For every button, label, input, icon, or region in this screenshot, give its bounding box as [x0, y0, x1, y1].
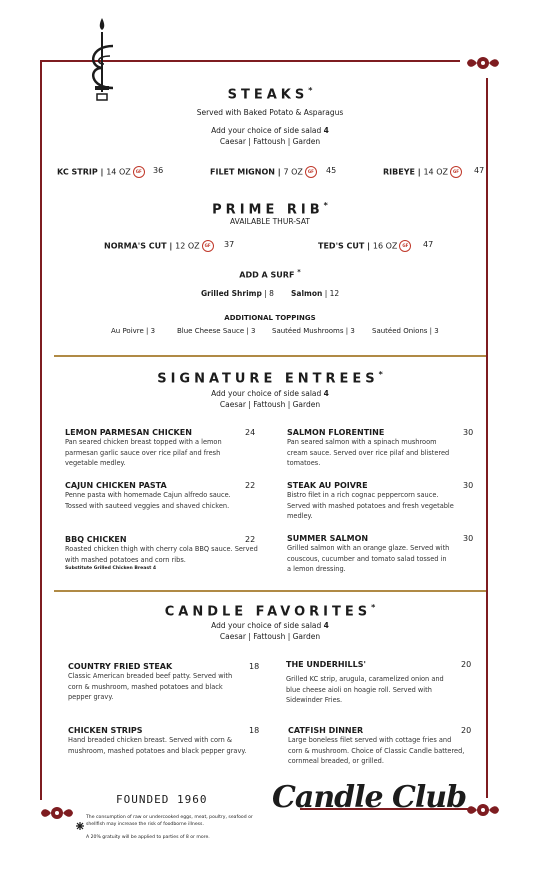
- entree-cajun-pasta: CAJUN CHICKEN PASTA Penne pasta with homemade Cajun alfredo sauce. Tossed with sauteed veggies and shaved chicken.: [65, 481, 231, 510]
- founded-text: FOUNDED 1960: [116, 793, 208, 806]
- bbq-substitute-note: Substitute Grilled Chicken Breast 4: [65, 566, 157, 571]
- prime-rib-teds-cut: TED'S CUT | 16 OZ GF: [318, 240, 411, 252]
- divider-signature: [54, 355, 486, 357]
- favorite-chicken-strips: CHICKEN STRIPS Hand breaded chicken breast. Served with corn & mushroom, mashed potatoes and black pepper gravy.: [68, 726, 247, 755]
- add-a-surf-title: ADD A SURF *: [239, 268, 301, 280]
- frame-right-line: [486, 78, 488, 798]
- topping-mushrooms: Sautéed Mushrooms | 3: [272, 327, 355, 335]
- entree-salmon-florentine-price: 30: [463, 428, 474, 437]
- topping-au-poivre: Au Poivre | 3: [111, 327, 156, 335]
- asterisk-icon: [76, 815, 84, 834]
- topping-blue-cheese: Blue Cheese Sauce | 3: [177, 327, 256, 335]
- entree-lemon-parmesan-price: 24: [245, 428, 256, 437]
- entree-summer-salmon: SUMMER SALMON Grilled salmon with an orange glaze. Served with couscous, cucumber and tomato salad tossed in a lemon dressing.: [287, 534, 450, 573]
- entree-bbq-chicken-price: 22: [245, 535, 256, 544]
- signature-side-salad: Add your choice of side salad 4: [211, 389, 329, 398]
- favorite-catfish-dinner: CATFISH DINNER Large boneless filet served with cottage fries and corn & mushroom. Choice of Classic Candle battered, cornmeal breaded, or grilled.: [288, 726, 465, 765]
- steaks-served: Served with Baked Potato & Asparagus: [196, 108, 344, 117]
- gratuity-text: A 20% gratuity will be applied to parties of 8 or more.: [86, 835, 210, 840]
- steak-kc-strip-price: 36: [153, 166, 164, 175]
- entree-lemon-parmesan: LEMON PARMESAN CHICKEN Pan seared chicken breast topped with a lemon parmesan garlic sauce over rice pilaf and fresh vegetable medley.: [65, 428, 222, 467]
- steaks-side-salad: Add your choice of side salad 4: [211, 126, 329, 135]
- prime-rib-normas-cut: NORMA'S CUT | 12 OZ GF: [104, 240, 214, 252]
- surf-grilled-shrimp: Grilled Shrimp | 8: [201, 289, 274, 298]
- frame-left-line: [40, 60, 42, 800]
- prime-rib-normas-cut-price: 37: [224, 240, 235, 249]
- divider-favorites: [54, 590, 486, 592]
- gf-icon: GF: [305, 166, 317, 178]
- entree-steak-au-poivre: STEAK AU POIVRE Bistro filet in a rich cognac peppercorn sauce. Served with mashed potatoes and fresh vegetable medley.: [287, 481, 454, 520]
- entree-summer-salmon-price: 30: [463, 534, 474, 543]
- prime-rib-available: AVAILABLE THUR-SAT: [230, 217, 310, 226]
- signature-salads: Caesar | Fattoush | Garden: [219, 400, 321, 409]
- entree-cajun-pasta-price: 22: [245, 481, 256, 490]
- disclaimer-text: The consumption of raw or undercooked eggs, meat, poultry, seafood or shellfish may increase the risk of foodborne illness.: [86, 815, 253, 827]
- entree-bbq-chicken: BBQ CHICKEN Roasted chicken thigh with cherry cola BBQ sauce. Served with mashed potatoes and corn ribs. Substitute Grilled Chicken Breast 4: [65, 535, 258, 571]
- favorite-catfish-dinner-price: 20: [461, 726, 472, 735]
- gf-icon: GF: [133, 166, 145, 178]
- steak-filet-mignon: FILET MIGNON | 7 OZ GF: [210, 166, 317, 178]
- surf-salmon: Salmon | 12: [291, 289, 340, 298]
- favorite-the-underhills-price: 20: [461, 660, 472, 669]
- steak-ribeye: RIBEYE | 14 OZ GF: [383, 166, 462, 178]
- gf-icon: GF: [399, 240, 411, 252]
- favorite-country-fried-steak-price: 18: [249, 662, 260, 671]
- favorite-the-underhills: THE UNDERHILLS' Grilled KC strip, arugula, caramelized onion and blue cheese aioli on hoagie roll. Served with Sidewinder Fries.: [286, 660, 444, 704]
- prime-rib-title: PRIME RIB*: [212, 201, 328, 218]
- ornament-bottom-left-icon: [40, 803, 74, 823]
- additional-toppings-title: ADDITIONAL TOPPINGS: [224, 314, 316, 322]
- steak-filet-mignon-price: 45: [326, 166, 337, 175]
- gf-icon: GF: [202, 240, 214, 252]
- topping-onions: Sautéed Onions | 3: [372, 327, 439, 335]
- steak-ribeye-price: 47: [474, 166, 485, 175]
- signature-title: SIGNATURE ENTREES*: [157, 370, 383, 387]
- ornament-top-right-icon: [466, 53, 500, 73]
- favorite-chicken-strips-price: 18: [249, 726, 260, 735]
- steak-kc-strip: KC STRIP | 14 OZ GF: [57, 166, 145, 178]
- favorite-country-fried-steak: COUNTRY FRIED STEAK Classic American breaded beef patty. Served with corn & mushroom, mashed potatoes and black pepper gravy.: [68, 662, 233, 701]
- favorites-side-salad: Add your choice of side salad 4: [211, 621, 329, 630]
- ornament-bottom-right-icon: [466, 800, 500, 820]
- steaks-salads: Caesar | Fattoush | Garden: [219, 137, 321, 146]
- favorites-title: CANDLE FAVORITES*: [164, 603, 376, 620]
- gf-icon: GF: [450, 166, 462, 178]
- entree-salmon-florentine: SALMON FLORENTINE Pan seared salmon with a spinach mushroom cream sauce. Served over rice pilaf and blistered tomatoes.: [287, 428, 450, 467]
- prime-rib-teds-cut-price: 47: [423, 240, 434, 249]
- entree-steak-au-poivre-price: 30: [463, 481, 474, 490]
- favorites-salads: Caesar | Fattoush | Garden: [219, 632, 321, 641]
- candle-club-logo: Candle Club: [272, 780, 467, 815]
- steaks-title: STEAKS*: [227, 86, 313, 103]
